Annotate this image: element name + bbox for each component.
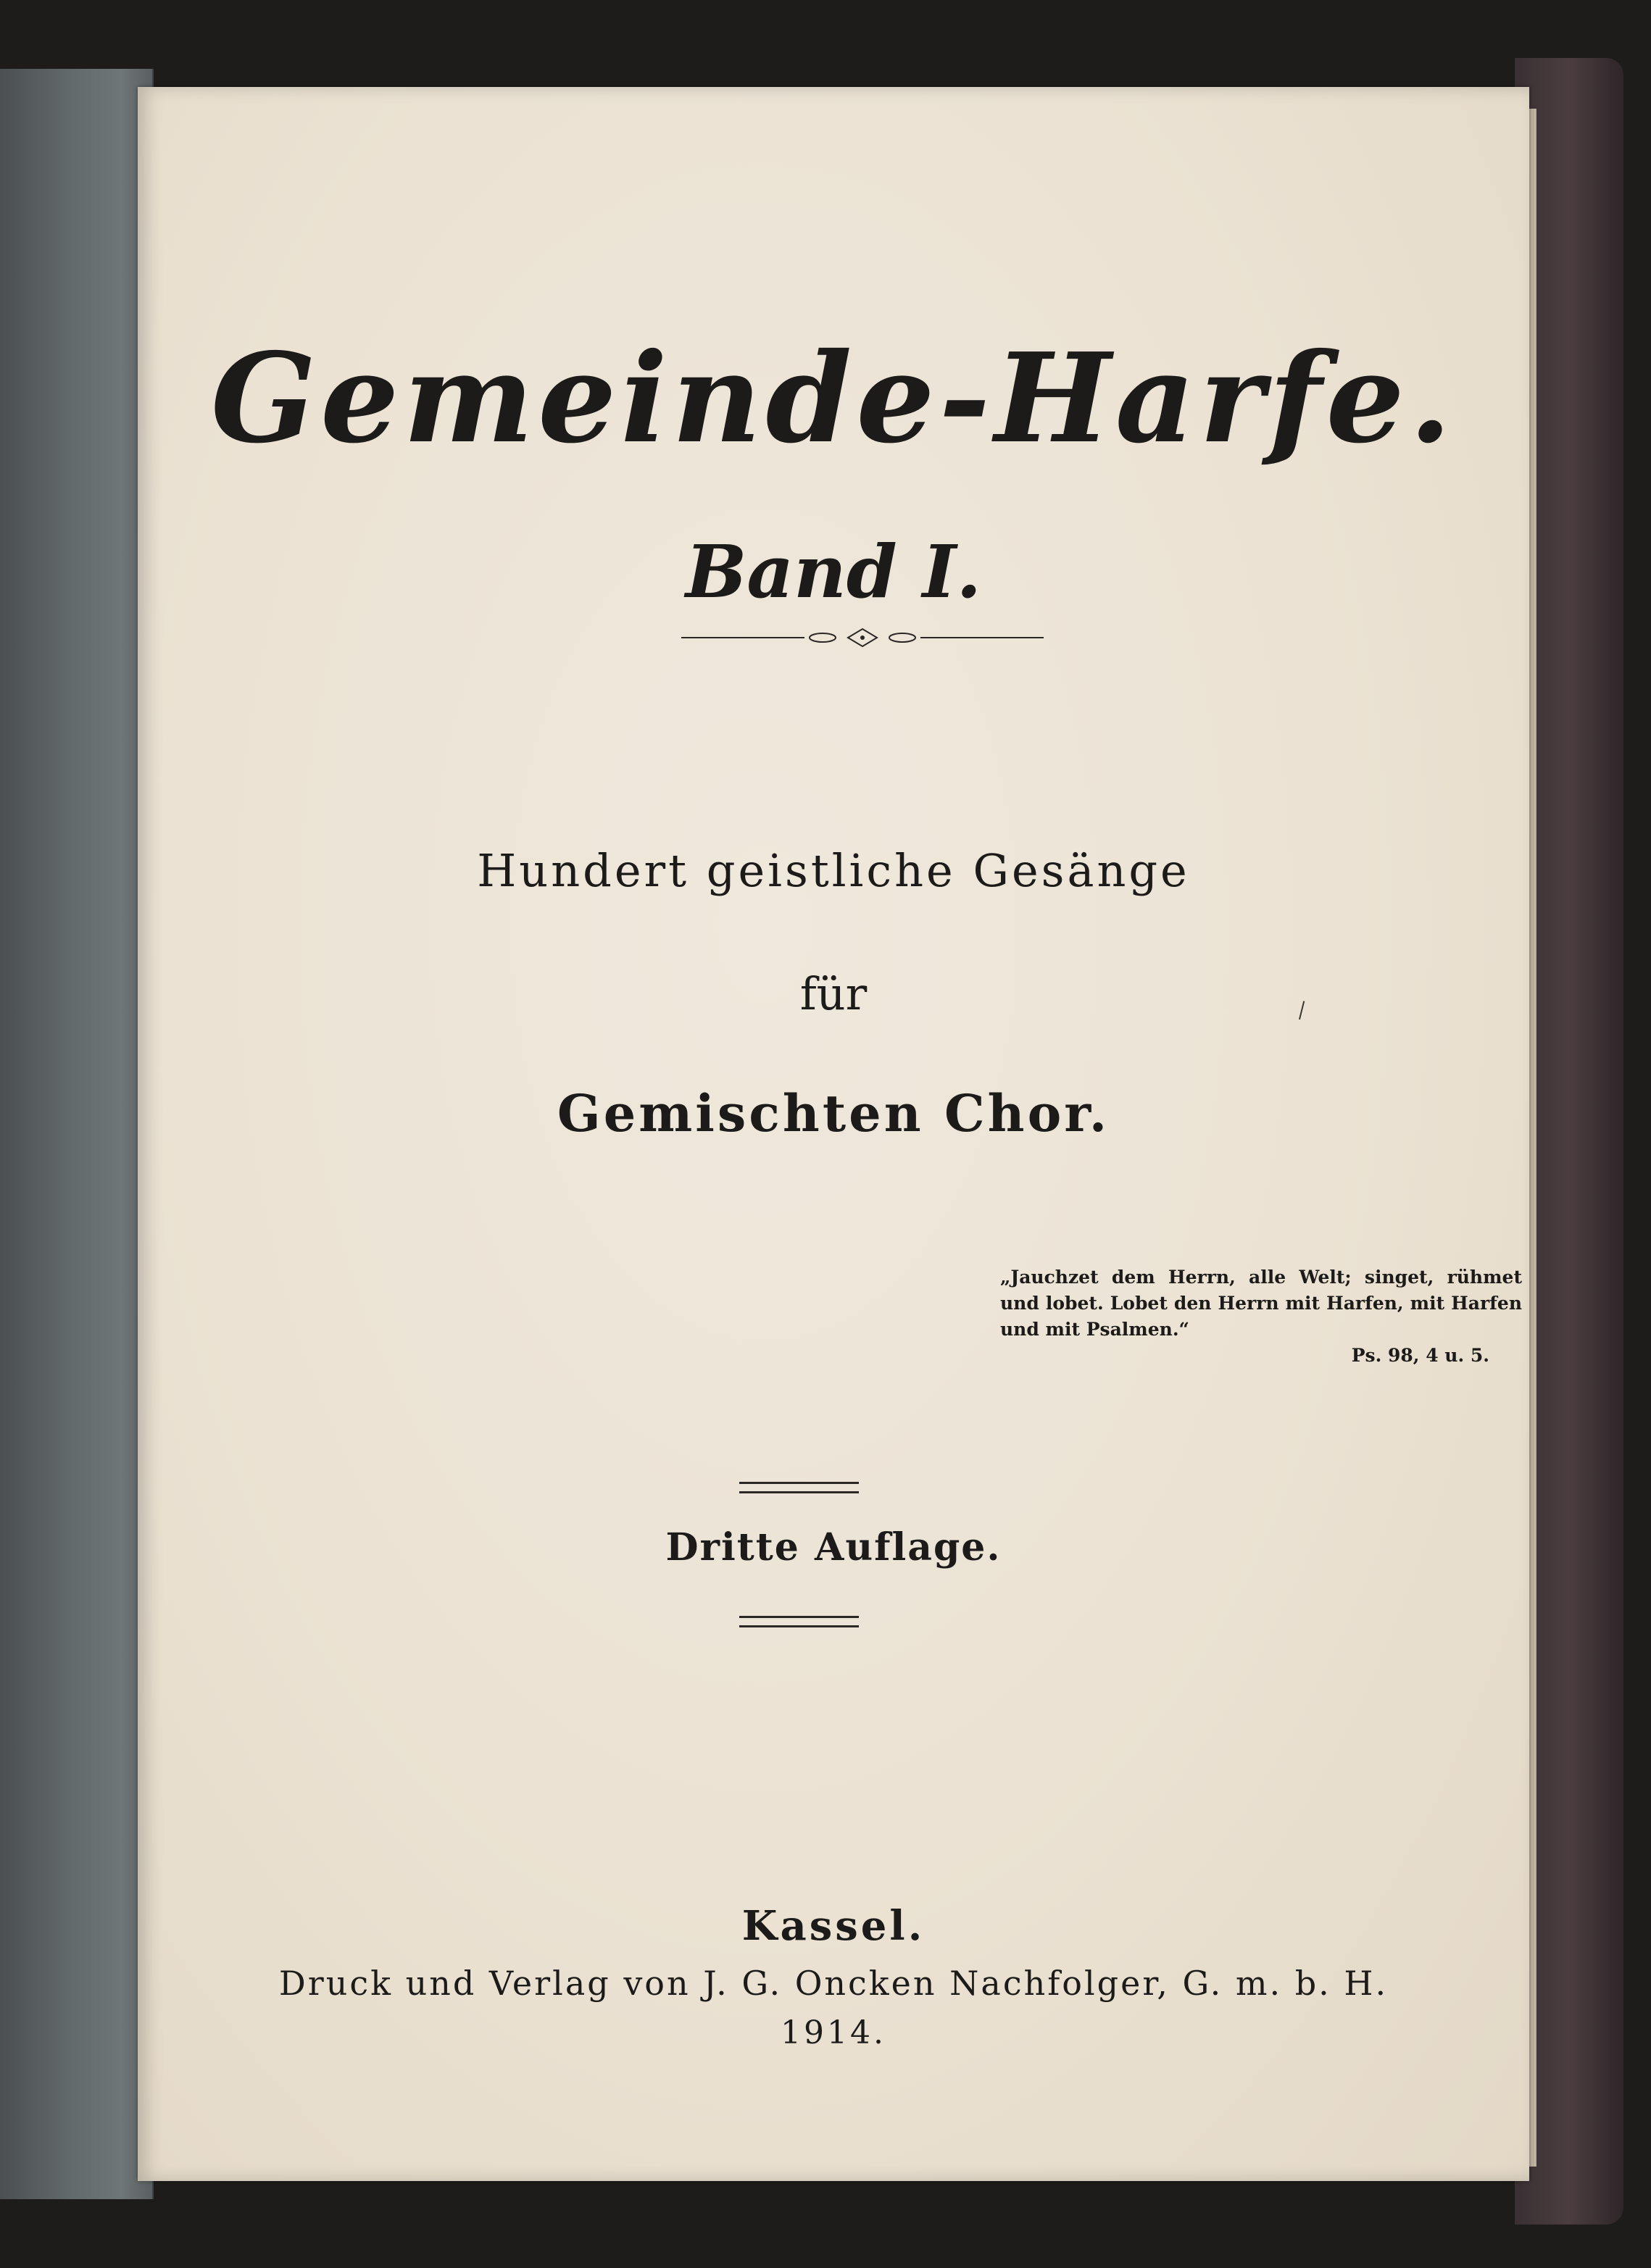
epigraph-text: „Jauchzet dem Herrn, alle Welt; singet, rühmet und lobet. Lobet den Herrn mit Harfen, mit Harfen und mit Psalmen.“ [1000,1267,1522,1340]
subtitle: Hundert geistliche Gesänge [477,844,1190,897]
for-label: für [799,967,868,1020]
edition-label: Dritte Auflage. [665,1525,1002,1569]
double-rule-top [739,1482,859,1493]
imprint-year: 1914. [781,2014,886,2051]
double-rule-bottom [739,1616,859,1627]
imprint-city: Kassel. [741,1902,926,1950]
epigraph-source: Ps. 98, 4 u. 5. [1351,1345,1489,1366]
imprint-publisher: Druck und Verlag von J. G. Oncken Nachfolger, G. m. b. H. [278,1964,1389,2003]
title-page [138,87,1529,2181]
book-title: Gemeinde-Harfe. [211,326,1456,471]
book-cover-left [0,69,154,2199]
volume-label: Band I. [685,529,982,614]
choir-label: Gemischten Chor. [557,1083,1110,1143]
epigraph [1000,1264,1522,1369]
ornament-divider-icon [681,623,1044,652]
